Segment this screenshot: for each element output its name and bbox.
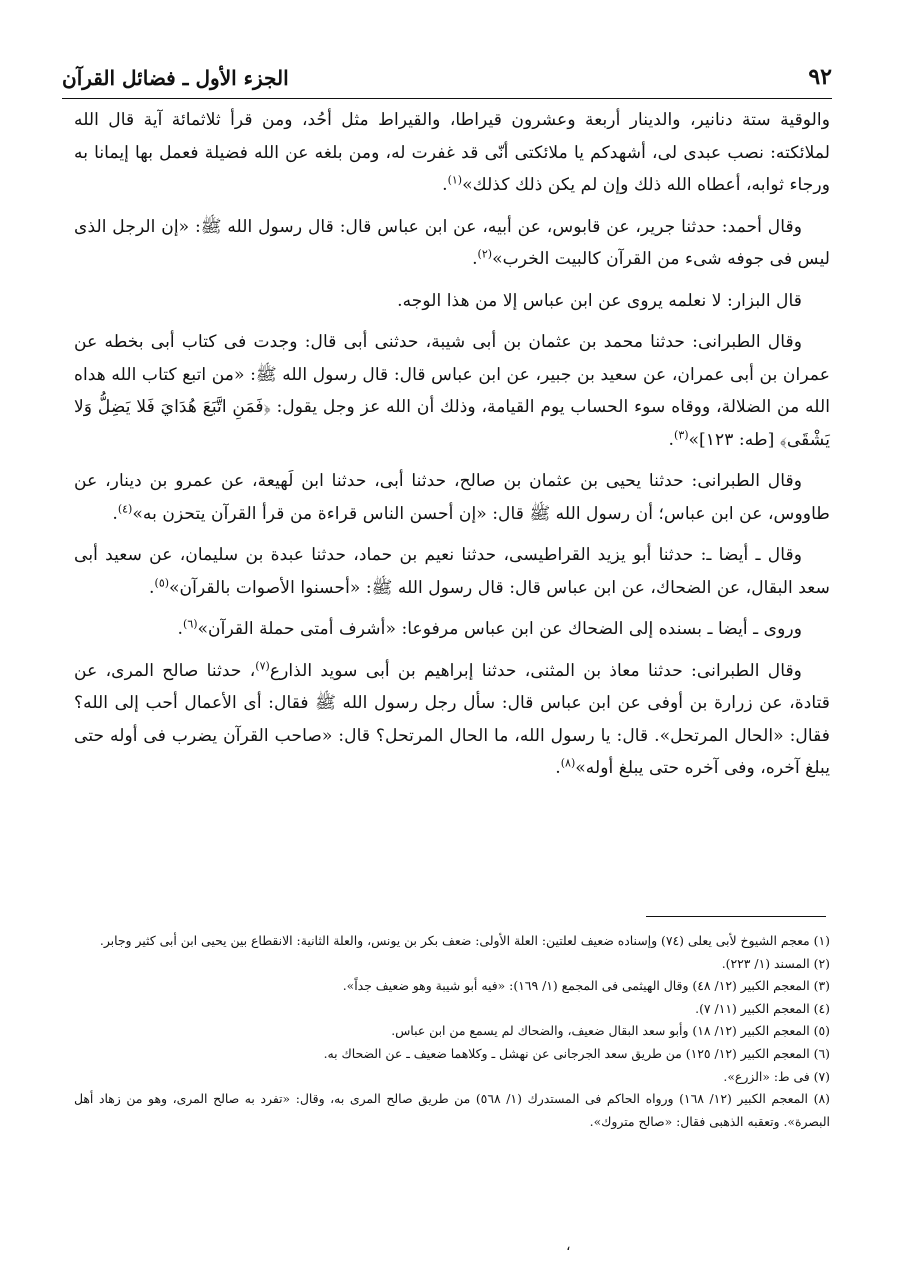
paragraph-8-text-b: ، حدثنا صالح المرى، عن قتادة، عن زرارة بن أوفى عن ابن عباس قال: سأل رجل رسول الله ﷺ فقال: أى الأعمال أحب إلى الله؟ فقال: «الحال المرتحل». قال: يا رسول الله، ما الحال المرتحل؟ قال: «صاحب القرآن يضرب فى أوله حتى يبلغ آخره، وفى آخره حتى يبلغ أوله» — [74, 660, 830, 778]
footnote-2 — [74, 953, 830, 976]
footnote-7 — [74, 1066, 830, 1089]
footnote-ref-1[interactable]: (١) — [447, 173, 463, 187]
footnote-ref-4[interactable]: (٤) — [117, 501, 133, 515]
footnote-3 — [74, 975, 830, 998]
paragraph-7 — [74, 613, 830, 646]
footnote-text: المعجم الكبير (١٢/ ١٨) وأبو سعد البقال ضعيف، والضحاك لم يسمع من ابن عباس. — [391, 1023, 810, 1039]
footnote-number: (١) — [813, 933, 830, 948]
paragraph-6 — [74, 539, 830, 604]
paragraph-6-text: وقال ـ أيضا ـ: حدثنا أبو يزيد القراطيسى، حدثنا نعيم بن حماد، حدثنا عبدة بن سليمان، عن سعيد أبى سعد البقال، عن الضحاك، عن ابن عباس قال: قال رسول الله ﷺ: «أحسنوا الأصوات بالقرآن» — [74, 545, 830, 598]
paragraph-8-text: وقال الطبرانى: حدثنا معاذ بن المثنى، حدثنا إبراهيم بن أبى سويد الذارع — [269, 660, 802, 681]
running-title: الجزء الأول ـ فضائل القرآن — [62, 66, 289, 90]
paragraph-7-text: وروى ـ أيضا ـ بسنده إلى الضحاك عن ابن عباس مرفوعا: «أشرف أمتى حملة القرآن» — [197, 619, 802, 639]
paragraph-7-tail: . — [177, 619, 184, 639]
paragraph-2-text: وقال أحمد: حدثنا جرير، عن قابوس، عن أبيه، عن ابن عباس قال: قال رسول الله ﷺ: «إن الرجل الذى ليس فى جوفه شىء من القرآن كالبيت الخرب» — [74, 216, 830, 269]
paragraph-2-tail: . — [472, 249, 478, 269]
footnote-ref-8[interactable]: (٨) — [560, 756, 576, 770]
footnote-5 — [74, 1020, 830, 1043]
footnote-text: فى ط: «الزرع». — [723, 1068, 810, 1084]
running-header — [62, 62, 832, 99]
footnote-text: المعجم الكبير (١٢/ ١٢٥) من طريق سعد الجرجانى عن نهشل ـ وكلاهما ضعيف ـ عن الضحاك به. — [323, 1045, 810, 1061]
footnote-ref-3[interactable]: (٣) — [674, 427, 689, 441]
footnote-number: (٣) — [813, 978, 830, 994]
paragraph-4-tail: . — [668, 429, 675, 450]
footnote-separator — [646, 916, 826, 917]
paragraph-1-tail: . — [442, 175, 448, 195]
footnote-number: (٦) — [813, 1045, 830, 1061]
footnote-text: المعجم الكبير (١٢/ ٤٨) وقال الهيثمى فى المجمع (١/ ١٦٩): «فيه أبو شيبة وهو ضعيف جداً». — [342, 978, 810, 994]
paragraph-8 — [74, 655, 830, 785]
main-text — [74, 104, 830, 794]
page-number: ٩٢ — [808, 64, 832, 90]
footnote-6 — [74, 1043, 830, 1066]
paragraph-5-text: وقال الطبرانى: حدثنا يحيى بن عثمان بن صالح، حدثنا أبى، حدثنا ابن لَهيعة، عن عمرو بن دينار، عن طاووس، عن ابن عباس؛ أن رسول الله ﷺ قال: «إن أحسن الناس قراءة من قرأ القرآن يتحزن به» — [74, 471, 830, 524]
footnote-text: المعجم الكبير (١١/ ٧). — [695, 1000, 810, 1016]
footnote-number: (٥) — [813, 1023, 830, 1039]
footnote-text: معجم الشيوخ لأبى يعلى (٧٤) وإسناده ضعيف لعلتين: العلة الأولى: ضعف بكر بن يونس، والعلة الثانية: الانقطاع بين يحيى ابن أبى كثير وجابر. — [99, 933, 810, 948]
footnote-ref-2[interactable]: (٢) — [477, 247, 493, 261]
paragraph-1-text: والوقية ستة دنانير، والدينار أربعة وعشرون قيراطا، والقيراط مثل أحُد، ومن قرأ ثلاثمائة آية قال الله لملائكته: نصب عبدى لى، أشهدكم يا ملائكتى أنّى قد غفرت له، ومن بلغه عن الله فضيلة فعمل بها إيمانا به ورجاء ثوابه، أعطاه الله ذلك وإن لم يكن ذلك كذلك» — [74, 110, 830, 195]
footnote-text: المسند (١/ ٢٢٣). — [721, 955, 810, 971]
printer-mark: ، — [566, 1238, 571, 1254]
footnote-ref-7[interactable]: (٧) — [255, 658, 270, 672]
footnote-1 — [74, 930, 830, 953]
footnotes — [74, 930, 830, 1133]
footnote-ref-5[interactable]: (٥) — [154, 575, 170, 589]
paragraph-4 — [74, 326, 830, 456]
paragraph-5 — [74, 465, 830, 530]
footnote-text: المعجم الكبير (١٢/ ١٦٨) ورواه الحاكم فى المستدرك (١/ ٥٦٨) من طريق صالح المرى به، وقال: «تفرد به صالح المرى، وهو من زهاد أهل البصرة». وتعقبه الذهبى فقال: «صالح متروك». — [74, 1091, 830, 1129]
paragraph-3-text: قال البزار: لا نعلمه يروى عن ابن عباس إلا من هذا الوجه. — [397, 290, 802, 311]
footnote-ref-6[interactable]: (٦) — [183, 617, 198, 631]
footnote-4 — [74, 998, 830, 1021]
footnote-number: (٨) — [813, 1091, 830, 1107]
paragraph-4-text: وقال الطبرانى: حدثنا محمد بن عثمان بن أبى شيبة، حدثنى أبى قال: وجدت فى كتاب أبى بخطه عن عمران بن أبى عمران، عن سعيد بن جبير، عن ابن عباس قال: قال رسول الله ﷺ: «من اتبع كتاب الله هداه الله من الضلالة، ووقاه سوء الحساب يوم القيامة، وذلك أن الله عز وجل يقول: ﴿فَمَنِ اتَّبَعَ هُدَايَ فَلا يَضِلُّ وَلا يَشْقَى﴾ [طه: ١٢٣]» — [74, 332, 830, 450]
footnote-number: (٧) — [813, 1068, 830, 1084]
paragraph-5-tail: . — [112, 503, 118, 524]
paragraph-6-tail: . — [149, 577, 155, 598]
paragraph-1 — [74, 104, 830, 202]
footnote-number: (٢) — [813, 955, 830, 971]
paragraph-2 — [74, 211, 830, 276]
footnote-number: (٤) — [813, 1000, 830, 1016]
footnote-8 — [74, 1088, 830, 1133]
paragraph-8-tail: . — [555, 758, 561, 778]
paragraph-3 — [74, 285, 830, 318]
